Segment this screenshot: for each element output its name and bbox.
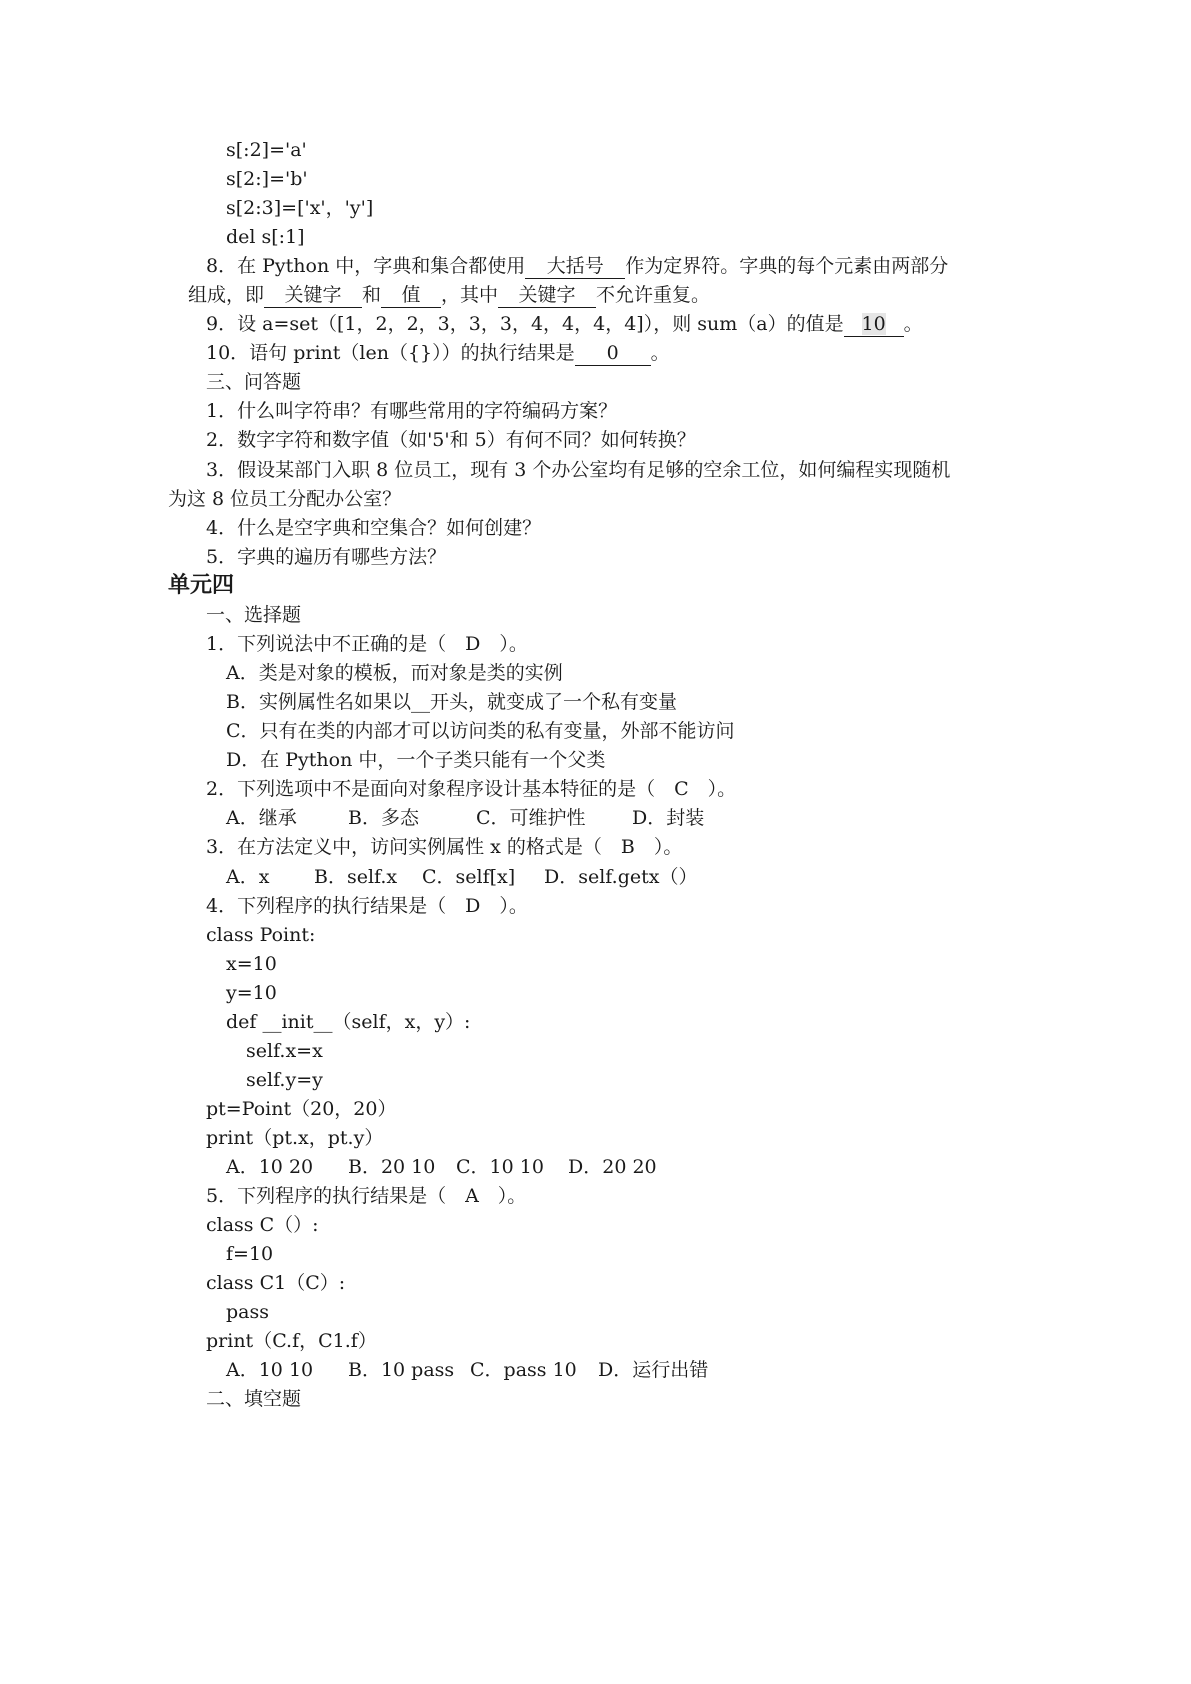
code-line: pt=Point（20，20） xyxy=(206,1098,397,1120)
option-a: A．继承 xyxy=(226,807,297,829)
option-c: C．self[x] xyxy=(422,866,516,888)
option-a: A．x xyxy=(226,866,270,888)
question-item-continued: 为这 8 位员工分配办公室？ xyxy=(168,488,402,510)
question-text: 10．语句 print（len（{}））的执行结果是 xyxy=(206,342,575,364)
option-d: D．封装 xyxy=(632,807,705,829)
option-c: C．只有在类的内部才可以访问类的私有变量，外部不能访问 xyxy=(226,720,735,742)
question-text: ，其中 xyxy=(441,284,499,306)
answer-blank: 大括号 xyxy=(525,254,625,279)
question-10 xyxy=(206,341,670,366)
option-b: B．实例属性名如果以__开头，就变成了一个私有变量 xyxy=(226,691,677,713)
section-title: 一、选择题 xyxy=(206,604,302,626)
code-line: pass xyxy=(226,1301,269,1323)
code-line: s[:2]='a' xyxy=(226,139,307,161)
options-row xyxy=(226,865,697,889)
code-line: s[2:3]=['x'，'y'] xyxy=(226,197,374,219)
answer-highlight: 10 xyxy=(861,313,886,335)
question-item: 2．数字字符和数字值（如'5'和 5）有何不同？如何转换？ xyxy=(206,429,696,451)
unit-heading: 单元四 xyxy=(168,573,235,598)
section-title: 二、填空题 xyxy=(206,1388,302,1410)
options-row xyxy=(226,1155,657,1179)
option-a: A．类是对象的模板，而对象是类的实例 xyxy=(226,662,563,684)
question-text: 组成，即 xyxy=(188,284,265,306)
code-line: x=10 xyxy=(226,953,277,975)
code-line: self.y=y xyxy=(246,1069,323,1091)
option-b: B．多态 xyxy=(348,807,419,829)
question-item: 5．字典的遍历有哪些方法？ xyxy=(206,546,447,568)
question-text: 。 xyxy=(903,313,923,335)
option-d: D．20 20 xyxy=(568,1156,657,1178)
answer-blank: 关键字 xyxy=(498,283,596,308)
option-b: B．10 pass xyxy=(348,1359,455,1381)
code-line: class Point: xyxy=(206,924,316,946)
code-line: def __init__（self，x，y）: xyxy=(226,1011,471,1033)
question-text: 作为定界符。字典的每个元素由两部分 xyxy=(625,255,949,277)
question-item: 1．什么叫字符串？有哪些常用的字符编码方案？ xyxy=(206,400,618,422)
code-line: class C1（C）: xyxy=(206,1272,346,1294)
question-item: 4．下列程序的执行结果是（ D ）。 xyxy=(206,895,528,917)
question-text: 8．在 Python 中，字典和集合都使用 xyxy=(206,255,526,277)
answer-blank: 0 xyxy=(575,341,651,366)
option-d: D．运行出错 xyxy=(598,1359,709,1381)
answer-blank: 关键字 xyxy=(264,283,362,308)
option-c: C．pass 10 xyxy=(470,1359,577,1381)
question-text: 不允许重复。 xyxy=(596,284,711,306)
question-item: 4．什么是空字典和空集合？如何创建？ xyxy=(206,517,542,539)
question-text: 9．设 a=set（[1，2，2，3，3，3，4，4，4，4]），则 sum（a）的值是 xyxy=(206,313,844,335)
question-8-line-2 xyxy=(188,283,710,308)
options-row xyxy=(226,806,704,830)
question-item: 1．下列说法中不正确的是（ D ）。 xyxy=(206,633,528,655)
question-text: 和 xyxy=(362,284,382,306)
option-a: A．10 20 xyxy=(226,1156,314,1178)
option-c: C．可维护性 xyxy=(476,807,586,829)
options-row xyxy=(226,1358,708,1382)
code-line: s[2:]='b' xyxy=(226,168,308,190)
question-8-line-1 xyxy=(206,254,948,279)
question-item: 2．下列选项中不是面向对象程序设计基本特征的是（ C ）。 xyxy=(206,778,737,800)
question-text: 。 xyxy=(650,342,670,364)
option-b: B．20 10 xyxy=(348,1156,436,1178)
code-line: class C（）: xyxy=(206,1214,319,1236)
question-9 xyxy=(206,312,923,337)
code-line: f=10 xyxy=(226,1243,274,1265)
code-line: del s[:1] xyxy=(226,226,305,248)
question-item: 3．在方法定义中，访问实例属性 x 的格式是（ B ）。 xyxy=(206,836,683,858)
answer-blank xyxy=(844,312,904,337)
question-item: 5．下列程序的执行结果是（ A ）。 xyxy=(206,1185,527,1207)
option-a: A．10 10 xyxy=(226,1359,314,1381)
code-line: print（pt.x，pt.y） xyxy=(206,1127,384,1149)
code-line: self.x=x xyxy=(246,1040,323,1062)
code-line: print（C.f，C1.f） xyxy=(206,1330,377,1352)
option-d: D．self.getx（） xyxy=(544,866,698,888)
code-line: y=10 xyxy=(226,982,277,1004)
option-b: B．self.x xyxy=(314,866,398,888)
answer-blank: 值 xyxy=(381,283,441,308)
section-title: 三、问答题 xyxy=(206,371,302,393)
option-c: C．10 10 xyxy=(456,1156,544,1178)
question-item: 3．假设某部门入职 8 位员工，现有 3 个办公室均有足够的空余工位，如何编程实现随机 xyxy=(206,459,951,481)
option-d: D．在 Python 中，一个子类只能有一个父类 xyxy=(226,749,606,771)
